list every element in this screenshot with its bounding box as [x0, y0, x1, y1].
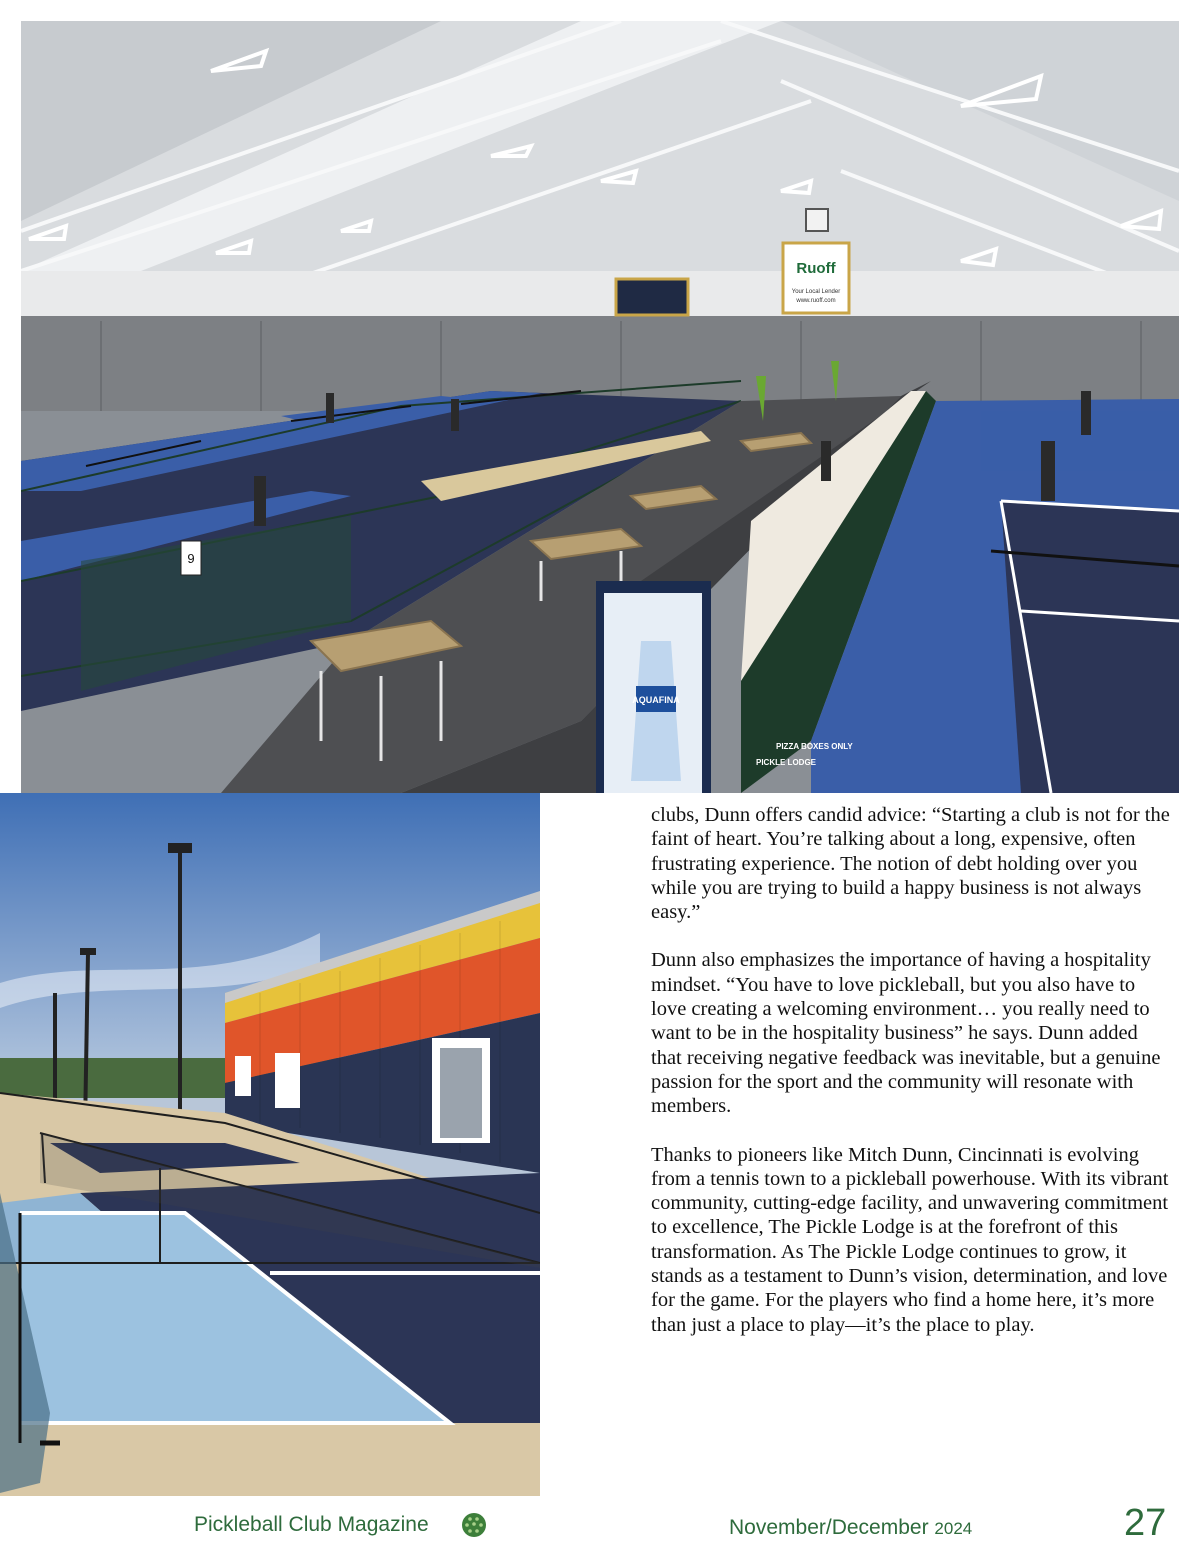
- pickleball-icon: [461, 1512, 487, 1538]
- court-number-sign: 9: [187, 551, 195, 566]
- article-paragraph: clubs, Dunn offers candid advice: “Starting a club is not for the faint of heart. You’re talking about a long, expensive, often frustrating experience. The notion of debt holding over you while you are trying to build a happy business is not always easy.”: [651, 804, 1170, 924]
- article-paragraph: Dunn also emphasizes the importance of having a hospitality mindset. “You have to love pickleball, but you also have to love creating a welcoming environment… you really need to want to be in the hospitality business” he says. Dunn added that receiving negative feedback was inevitable, but a genuine passion for the sport and the community will resonate with members.: [651, 949, 1161, 1118]
- article-body: [651, 803, 1171, 1361]
- outdoor-courts-photo: [0, 793, 540, 1496]
- magazine-name: Pickleball Club Magazine: [194, 1513, 429, 1536]
- issue-date: [729, 1516, 972, 1540]
- issue-year: 2024: [934, 1519, 973, 1538]
- page-footer: [0, 1500, 1200, 1553]
- article-paragraph: Thanks to pioneers like Mitch Dunn, Cincinnati is evolving from a tennis town to a pickleball powerhouse. With its vibrant community, cutting-edge facility, and unwavering commitment to excellence, The Pickle Lodge is at the forefront of this transformation. As The Pickle Lodge continues to grow, it stands as a testament to Dunn’s vision, determination, and love for the game. For the players who find a home here, it’s more than just a place to play—it’s the place to play.: [651, 1143, 1169, 1336]
- issue-months: November/December: [729, 1516, 929, 1539]
- ruoff-sign-tagline: Your Local Lender: [791, 289, 841, 295]
- indoor-facility-photo: [21, 21, 1179, 793]
- cooler-brand: AQUAFINA: [632, 695, 680, 705]
- counter-logo: PICKLE LODGE: [756, 758, 817, 767]
- ruoff-sign-url: www.ruoff.com: [796, 298, 836, 304]
- ruoff-sign-name: Ruoff: [796, 260, 836, 277]
- page-number: 27: [1124, 1502, 1167, 1544]
- counter-sign: PIZZA BOXES ONLY: [776, 742, 853, 751]
